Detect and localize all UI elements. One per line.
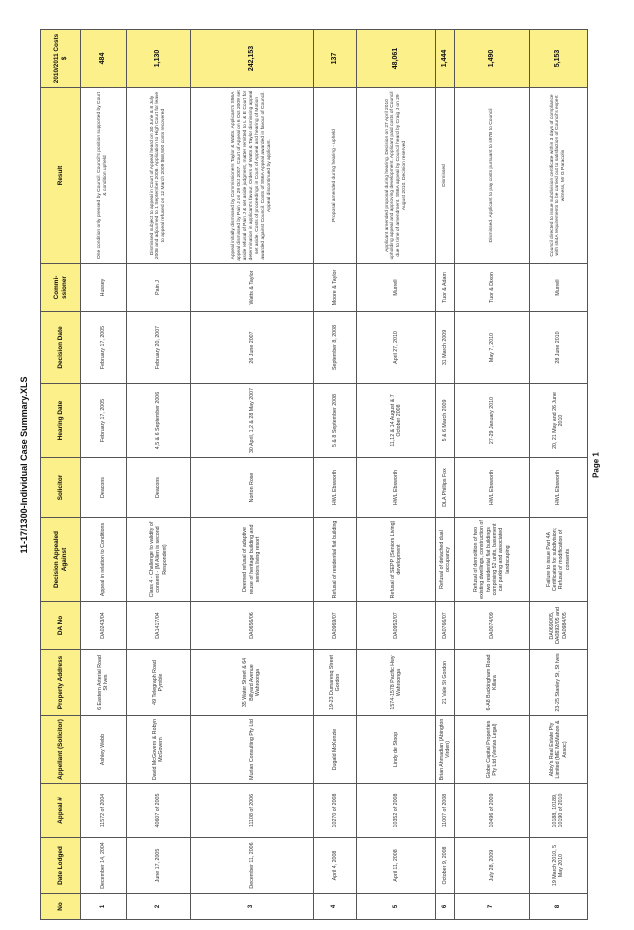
cell-commissioner: Watts & Taylor bbox=[191, 264, 314, 312]
header-da-no: DA No bbox=[41, 602, 81, 650]
table-row bbox=[436, 30, 455, 920]
cell-decision-appealed: Class 4 - Challenge to validity of consent - (M Allen is second Respondent) bbox=[126, 518, 190, 602]
table-row bbox=[454, 30, 529, 920]
cell-no: 4 bbox=[313, 894, 357, 920]
cell-commissioner: Murrell bbox=[529, 264, 587, 312]
header-result: Result bbox=[41, 88, 81, 264]
cell-result: One condition only pressed by Council. Council's position supported by Court & condition upheld bbox=[81, 88, 127, 264]
cell-solicitor: Deacons bbox=[126, 458, 190, 518]
rotated-table-wrapper bbox=[40, 30, 588, 920]
cell-da-no: DA0656/06 bbox=[191, 602, 314, 650]
cell-no: 5 bbox=[357, 894, 436, 920]
header-no: No bbox=[41, 894, 81, 920]
cell-decision-appealed: Failure to issue Part 4A Certificates for subdivision; Refusal of modification of consents bbox=[529, 518, 587, 602]
cell-decision-appealed: Deemed refusal of adaptive reuse of heritage building and seniors living resort bbox=[191, 518, 314, 602]
cell-da-no: DA0969/07 bbox=[313, 602, 357, 650]
cell-result: Dismissed subject to appeal in Court of Appeal heard on 30 June & 8 July 2008 and adjourned to 1 September 2008. Application to High Court for leave to appeal refused on 12 March 2009 $68,500 costs recovered bbox=[126, 88, 190, 264]
cell-hearing-date: 20, 21 May and 26 June 2010 bbox=[529, 384, 587, 458]
cell-no: 8 bbox=[529, 894, 587, 920]
cell-result: Dismissed bbox=[436, 88, 455, 264]
cell-property-address: 6-A8 Buckingham Road Killara bbox=[454, 650, 529, 716]
table-row bbox=[126, 30, 190, 920]
cell-decision-appealed: Refusal of demolition of two existing dwellings, construction of two residential flat buildings comprising 52 units, basement car parking and associated landscaping bbox=[454, 518, 529, 602]
table-row bbox=[529, 30, 587, 920]
cell-commissioner: Pain J bbox=[126, 264, 190, 312]
cell-date-lodged: April 4, 2008 bbox=[313, 838, 357, 894]
header-property-address: Property Address bbox=[41, 650, 81, 716]
cell-appellant: David McGovern & Robyn McGovern bbox=[126, 716, 190, 784]
cell-commissioner: Tuor & Adam bbox=[436, 264, 455, 312]
cell-decision-date: 31 March 2009 bbox=[436, 312, 455, 384]
header-commissioner: Commi-ssioner bbox=[41, 264, 81, 312]
cell-solicitor: HWL Ebsworth bbox=[454, 458, 529, 518]
cell-costs: 484 bbox=[81, 30, 127, 88]
cell-decision-appealed: Appeal in relation to Conditions bbox=[81, 518, 127, 602]
cell-solicitor: HWL Ebsworth bbox=[357, 458, 436, 518]
page-number: Page 1 bbox=[591, 452, 601, 478]
cell-date-lodged: October 9, 2008 bbox=[436, 838, 455, 894]
cell-da-no: DA0243/04 bbox=[81, 602, 127, 650]
cell-solicitor: Deacons bbox=[81, 458, 127, 518]
cell-decision-date: 26 June 2007 bbox=[191, 312, 314, 384]
cell-hearing-date: 4,5 & 6 September 2006 bbox=[126, 384, 190, 458]
cell-result: Appeal initially dismissed by Commissioners Taylor & Watts. Applicant's S56A appeal dismissed by Pain J on 29 Oct 2007. Court of Appeal on 6 Oct 2009 set aside refusal of Pain J & set aside judgment, matter remitted to L & E Court for determination in applicant's favour. Orders of Watts & Taylor dismissing appeal set aside. Costs of proceedings in Court of Appeal and hearing of Motion awarded against Council. Costs of S56A Appeal awarded in favour of Council. Appeal discontinued by applicant. bbox=[191, 88, 314, 264]
cell-result: Applicant amended proposal during hearing. Decision on 27 April 2010 upholding appeal and approving development. Applicant paid costs of Council due to time of amendment. S56A appeal by Council heard by Craig J on 29 August 2010. Decision reserved bbox=[357, 88, 436, 264]
cell-solicitor: HWL Ebsworth bbox=[313, 458, 357, 518]
cell-costs: 242,153 bbox=[191, 30, 314, 88]
cell-appeal-number: 11572 of 2004 bbox=[81, 784, 127, 838]
cell-da-no: DA0690/05, DA0892/05 and DA0984/05 bbox=[529, 602, 587, 650]
cell-decision-appealed: Refusal of SEPP (Seniors Living) development bbox=[357, 518, 436, 602]
cell-appellant: Lindy de Stoop bbox=[357, 716, 436, 784]
cell-da-no: DA1417/04 bbox=[126, 602, 190, 650]
cell-decision-date: February 20, 2007 bbox=[126, 312, 190, 384]
header-solicitor: Solicitor bbox=[41, 458, 81, 518]
cell-da-no: DA0952/07 bbox=[357, 602, 436, 650]
cell-no: 6 bbox=[436, 894, 455, 920]
cell-appeal-number: 11108 of 2006 bbox=[191, 784, 314, 838]
cell-hearing-date: 5 & 6 March 2009 bbox=[436, 384, 455, 458]
cell-costs: 1,490 bbox=[454, 30, 529, 88]
cell-result: Council directed to issue subdivision certificate within 3 days of compliance with s54A requirements to be carried out to satisfaction of Council's expert witness, Mr G Paracolis bbox=[529, 88, 587, 264]
cell-da-no: DA0074/09 bbox=[454, 602, 529, 650]
cell-hearing-date: 5 & 8 September 2008 bbox=[313, 384, 357, 458]
cell-property-address: 21 Vale St Gordon bbox=[436, 650, 455, 716]
cell-commissioner: Moore & Taylor bbox=[313, 264, 357, 312]
cell-costs: 1,444 bbox=[436, 30, 455, 88]
table-row bbox=[313, 30, 357, 920]
table-row bbox=[81, 30, 127, 920]
cell-hearing-date: 11,12 & 14 August & 7 October 2008 bbox=[357, 384, 436, 458]
cell-decision-date: February 17, 2005 bbox=[81, 312, 127, 384]
cell-date-lodged: December 11, 2006 bbox=[191, 838, 314, 894]
cell-costs: 5,153 bbox=[529, 30, 587, 88]
table-row bbox=[357, 30, 436, 920]
cell-result: Dismissed. Applicant to pay costs pursuant to s97B to Council bbox=[454, 88, 529, 264]
cell-no: 1 bbox=[81, 894, 127, 920]
cell-appeal-number: 10188, 10189, 10190 of 2010 bbox=[529, 784, 587, 838]
cell-date-lodged: December 14, 2004 bbox=[81, 838, 127, 894]
cell-costs: 48,061 bbox=[357, 30, 436, 88]
cell-commissioner: Murrell bbox=[357, 264, 436, 312]
cell-solicitor: HWL Ebsworth bbox=[529, 458, 587, 518]
cell-appellant: Dugald McKenzie bbox=[313, 716, 357, 784]
table-body bbox=[81, 30, 588, 920]
cell-decision-date: May 7, 2010 bbox=[454, 312, 529, 384]
cell-date-lodged: July 28, 2009 bbox=[454, 838, 529, 894]
cell-property-address: 1574-1578 Pacific Hwy Wahroonga bbox=[357, 650, 436, 716]
cell-decision-date: April 27, 2010 bbox=[357, 312, 436, 384]
cell-costs: 137 bbox=[313, 30, 357, 88]
header-hearing-date: Hearing Date bbox=[41, 384, 81, 458]
cell-hearing-date: 30 April, 1,2 & 28 May 2007 bbox=[191, 384, 314, 458]
cell-property-address: 49 Telegraph Road Pymble bbox=[126, 650, 190, 716]
cell-appeal-number: 10352 of 2008 bbox=[357, 784, 436, 838]
header-appellant: Appellant (Solicitor) bbox=[41, 716, 81, 784]
cell-decision-appealed: Refusal of residential flat building bbox=[313, 518, 357, 602]
cell-appeal-number: 10496 of 2009 bbox=[454, 784, 529, 838]
case-summary-table bbox=[40, 29, 588, 920]
cell-commissioner: Tuor & Dixon bbox=[454, 264, 529, 312]
cell-date-lodged: 19 March 2010, 5 May 2010 bbox=[529, 838, 587, 894]
cell-appellant: Murlan Consulting Pty Ltd bbox=[191, 716, 314, 784]
cell-property-address: 6 Eastern Arterial Road St Ives bbox=[81, 650, 127, 716]
cell-appeal-number: 11007 of 2008 bbox=[436, 784, 455, 838]
cell-da-no: DA0766/07 bbox=[436, 602, 455, 650]
header-decision-date: Decision Date bbox=[41, 312, 81, 384]
cell-property-address: 23-25 Stanley St, St Ives bbox=[529, 650, 587, 716]
cell-property-address: 35 Water Street & 64 Billyard Avenue Wahroonga bbox=[191, 650, 314, 716]
cell-hearing-date: 27-29 January 2010 bbox=[454, 384, 529, 458]
table-area bbox=[40, 30, 588, 920]
cell-date-lodged: June 17, 2005 bbox=[126, 838, 190, 894]
header-decision-appealed: Decision Appealed Against bbox=[41, 518, 81, 602]
cell-solicitor: DLA Phillips Fox bbox=[436, 458, 455, 518]
cell-commissioner: Hussey bbox=[81, 264, 127, 312]
header-row bbox=[41, 30, 81, 920]
cell-appellant: Abby's Real Estate Pty Limited (ME McMahon & Assoc) bbox=[529, 716, 587, 784]
cell-date-lodged: April 11, 2008 bbox=[357, 838, 436, 894]
cell-decision-date: September 8, 2008 bbox=[313, 312, 357, 384]
cell-no: 3 bbox=[191, 894, 314, 920]
document-title: 11-17/1300-Individual Case Summary.XLS bbox=[19, 376, 29, 554]
cell-appeal-number: 10270 of 2008 bbox=[313, 784, 357, 838]
header-appeal-number: Appeal # bbox=[41, 784, 81, 838]
cell-appeal-number: 40607 of 2005 bbox=[126, 784, 190, 838]
cell-no: 2 bbox=[126, 894, 190, 920]
cell-decision-appealed: Refusal of detached dual occupancy bbox=[436, 518, 455, 602]
cell-solicitor: Norton Rose bbox=[191, 458, 314, 518]
header-costs: 2010/2011 Costs $ bbox=[41, 30, 81, 88]
cell-appellant: Brian Ahmadian (Abington Virden) bbox=[436, 716, 455, 784]
cell-appellant: Ashley Webb bbox=[81, 716, 127, 784]
header-date-lodged: Date Lodged bbox=[41, 838, 81, 894]
table-row bbox=[191, 30, 314, 920]
cell-no: 7 bbox=[454, 894, 529, 920]
cell-costs: 1,130 bbox=[126, 30, 190, 88]
cell-result: Proposal amended during hearing - upheld bbox=[313, 88, 357, 264]
cell-hearing-date: February 17, 2005 bbox=[81, 384, 127, 458]
cell-appellant: Globe Capital Properties Pty Ltd (Ventas Legal) bbox=[454, 716, 529, 784]
cell-decision-date: 28 June 2010 bbox=[529, 312, 587, 384]
cell-property-address: 19-23 Dumaresq Street Gordon bbox=[313, 650, 357, 716]
